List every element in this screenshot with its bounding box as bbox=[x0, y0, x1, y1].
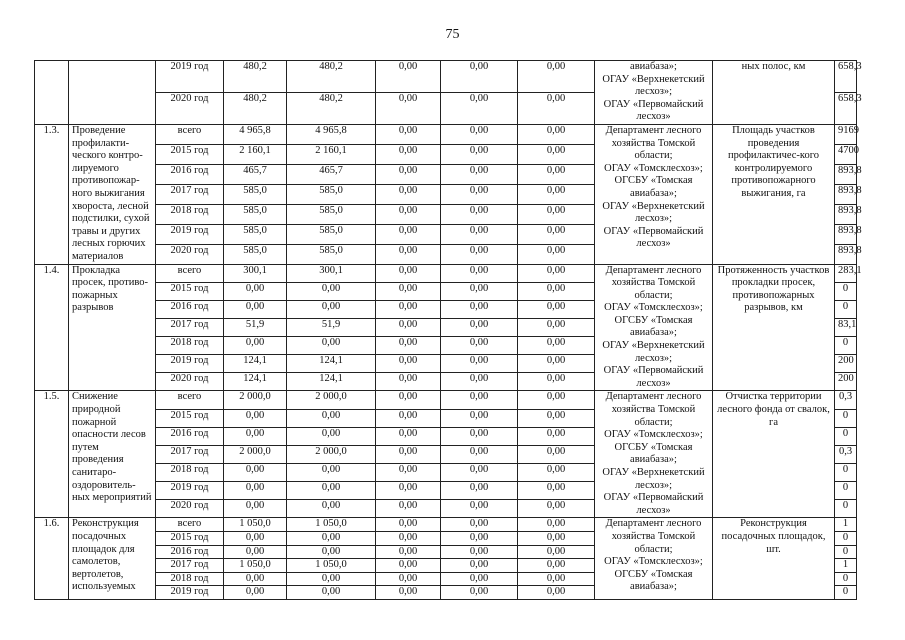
total-cell: 124,1 bbox=[224, 355, 287, 373]
federal-budget-cell: 0,00 bbox=[376, 427, 441, 445]
federal-budget-cell: 0,00 bbox=[376, 531, 441, 545]
extrabudget-cell: 0,00 bbox=[518, 373, 595, 391]
indicator-value-cell: 893,8 bbox=[835, 164, 857, 184]
executors-cell-line: Департамент лесного хозяйства Томской области; bbox=[605, 391, 702, 428]
table-row bbox=[35, 124, 857, 144]
indicator-value-cell: 0 bbox=[835, 463, 857, 481]
federal-budget-cell: 0,00 bbox=[376, 282, 441, 300]
extrabudget-cell: 0,00 bbox=[518, 184, 595, 204]
local-budget-cell: 0,00 bbox=[441, 391, 518, 409]
executors-cell-line: ОГСБУ «Томская авиабаза»; bbox=[614, 175, 693, 199]
table-body bbox=[35, 61, 862, 600]
federal-budget-cell: 0,00 bbox=[376, 244, 441, 264]
regional-budget-cell: 0,00 bbox=[287, 463, 376, 481]
local-budget-cell: 0,00 bbox=[441, 531, 518, 545]
regional-budget-cell: 1 050,0 bbox=[287, 518, 376, 532]
extrabudget-cell: 0,00 bbox=[518, 337, 595, 355]
total-cell: 1 050,0 bbox=[224, 518, 287, 532]
executors-cell-line: ОГСБУ «Томская авиабаза»; bbox=[614, 441, 693, 466]
period-cell: 2016 год bbox=[156, 427, 224, 445]
total-cell: 0,00 bbox=[224, 531, 287, 545]
federal-budget-cell: 0,00 bbox=[376, 545, 441, 559]
executors-cell-line: ОГАУ «Томсклесхоз»; bbox=[604, 556, 703, 568]
regional-budget-cell: 0,00 bbox=[287, 586, 376, 600]
local-budget-cell: 0,00 bbox=[441, 482, 518, 500]
local-budget-cell: 0,00 bbox=[441, 124, 518, 144]
total-cell: 0,00 bbox=[224, 337, 287, 355]
indicator-value-cell: 0 bbox=[835, 300, 857, 318]
extrabudget-cell: 0,00 bbox=[518, 545, 595, 559]
total-cell: 480,2 bbox=[224, 61, 287, 93]
extrabudget-cell: 0,00 bbox=[518, 409, 595, 427]
federal-budget-cell: 0,00 bbox=[376, 164, 441, 184]
executors-cell bbox=[595, 518, 713, 600]
page-number: 75 bbox=[445, 27, 460, 42]
total-cell: 2 000,0 bbox=[224, 391, 287, 409]
regional-budget-cell: 0,00 bbox=[287, 572, 376, 586]
federal-budget-cell: 0,00 bbox=[376, 445, 441, 463]
executors-cell bbox=[595, 264, 713, 391]
federal-budget-cell: 0,00 bbox=[376, 559, 441, 573]
federal-budget-cell: 0,00 bbox=[376, 92, 441, 124]
item-number-cell: 1.5. bbox=[35, 391, 69, 518]
executors-cell-line: ОГАУ «Первомайский лесхоз» bbox=[603, 492, 704, 516]
executors-cell-line: ОГАУ «Томсклесхоз»; bbox=[604, 429, 703, 441]
federal-budget-cell: 0,00 bbox=[376, 482, 441, 500]
regional-budget-cell: 0,00 bbox=[287, 500, 376, 518]
regional-budget-cell: 585,0 bbox=[287, 204, 376, 224]
local-budget-cell: 0,00 bbox=[441, 204, 518, 224]
extrabudget-cell: 0,00 bbox=[518, 244, 595, 264]
local-budget-cell: 0,00 bbox=[441, 144, 518, 164]
extrabudget-cell: 0,00 bbox=[518, 300, 595, 318]
period-cell: 2018 год bbox=[156, 204, 224, 224]
extrabudget-cell: 0,00 bbox=[518, 427, 595, 445]
total-cell: 0,00 bbox=[224, 282, 287, 300]
extrabudget-cell: 0,00 bbox=[518, 445, 595, 463]
regional-budget-cell: 0,00 bbox=[287, 482, 376, 500]
executors-cell bbox=[595, 61, 713, 125]
executors-cell-line: Департамент лесного хозяйства Томской области; bbox=[605, 264, 702, 301]
regional-budget-cell: 0,00 bbox=[287, 300, 376, 318]
indicator-value-cell: 200 bbox=[835, 373, 857, 391]
local-budget-cell: 0,00 bbox=[441, 264, 518, 282]
indicator-value-cell: 0,3 bbox=[835, 445, 857, 463]
extrabudget-cell: 0,00 bbox=[518, 144, 595, 164]
extrabudget-cell: 0,00 bbox=[518, 224, 595, 244]
federal-budget-cell: 0,00 bbox=[376, 463, 441, 481]
indicator-name-cell: Реконструкция посадочных площадок, шт. bbox=[713, 518, 835, 600]
regional-budget-cell: 585,0 bbox=[287, 244, 376, 264]
indicator-name-cell: Отчистка территории лесного фонда от свалок, га bbox=[713, 391, 835, 518]
executors-cell-line: ОГАУ «Верхнекетский лесхоз»; bbox=[602, 467, 705, 491]
indicator-value-cell: 9169 bbox=[835, 124, 857, 144]
federal-budget-cell: 0,00 bbox=[376, 500, 441, 518]
item-number-cell: 1.3. bbox=[35, 124, 69, 264]
indicator-value-cell: 893,8 bbox=[835, 184, 857, 204]
extrabudget-cell: 0,00 bbox=[518, 500, 595, 518]
total-cell: 0,00 bbox=[224, 409, 287, 427]
total-cell: 2 000,0 bbox=[224, 445, 287, 463]
indicator-value-cell: 283,1 bbox=[835, 264, 857, 282]
regional-budget-cell: 2 000,0 bbox=[287, 391, 376, 409]
regional-budget-cell: 0,00 bbox=[287, 337, 376, 355]
regional-budget-cell: 480,2 bbox=[287, 61, 376, 93]
period-cell: 2018 год bbox=[156, 337, 224, 355]
item-number-cell: 1.4. bbox=[35, 264, 69, 391]
period-cell: 2020 год bbox=[156, 373, 224, 391]
regional-budget-cell: 0,00 bbox=[287, 409, 376, 427]
total-cell: 2 160,1 bbox=[224, 144, 287, 164]
extrabudget-cell: 0,00 bbox=[518, 61, 595, 93]
period-cell: 2019 год bbox=[156, 61, 224, 93]
period-cell: 2016 год bbox=[156, 545, 224, 559]
local-budget-cell: 0,00 bbox=[441, 463, 518, 481]
federal-budget-cell: 0,00 bbox=[376, 124, 441, 144]
total-cell: 585,0 bbox=[224, 184, 287, 204]
executors-cell-line: ОГАУ «Первомайский лесхоз» bbox=[603, 365, 704, 389]
total-cell: 0,00 bbox=[224, 300, 287, 318]
total-cell: 51,9 bbox=[224, 318, 287, 336]
federal-budget-cell: 0,00 bbox=[376, 61, 441, 93]
extrabudget-cell: 0,00 bbox=[518, 92, 595, 124]
extrabudget-cell: 0,00 bbox=[518, 463, 595, 481]
regional-budget-cell: 300,1 bbox=[287, 264, 376, 282]
total-cell: 0,00 bbox=[224, 500, 287, 518]
extrabudget-cell: 0,00 bbox=[518, 559, 595, 573]
measure-name-cell bbox=[69, 61, 156, 125]
extrabudget-cell: 0,00 bbox=[518, 391, 595, 409]
extrabudget-cell: 0,00 bbox=[518, 264, 595, 282]
regional-budget-cell: 0,00 bbox=[287, 531, 376, 545]
federal-budget-cell: 0,00 bbox=[376, 264, 441, 282]
local-budget-cell: 0,00 bbox=[441, 518, 518, 532]
indicator-name-cell: Протяженность участков прокладки просек, противопожарных разрывов, км bbox=[713, 264, 835, 391]
regional-budget-cell: 124,1 bbox=[287, 355, 376, 373]
executors-cell-line: ОГАУ «Верхнекетский лесхоз»; bbox=[602, 200, 705, 225]
federal-budget-cell: 0,00 bbox=[376, 373, 441, 391]
regional-budget-cell: 585,0 bbox=[287, 184, 376, 204]
executors-cell-line: ОГАУ «Томсклесхоз»; bbox=[604, 302, 703, 314]
regional-budget-cell: 0,00 bbox=[287, 427, 376, 445]
total-cell: 0,00 bbox=[224, 572, 287, 586]
period-cell: 2020 год bbox=[156, 92, 224, 124]
regional-budget-cell: 2 000,0 bbox=[287, 445, 376, 463]
period-cell: 2018 год bbox=[156, 572, 224, 586]
table-row bbox=[35, 61, 857, 93]
period-cell: 2015 год bbox=[156, 282, 224, 300]
extrabudget-cell: 0,00 bbox=[518, 318, 595, 336]
regional-budget-cell: 585,0 bbox=[287, 224, 376, 244]
indicator-value-cell: 893,8 bbox=[835, 244, 857, 264]
total-cell: 4 965,8 bbox=[224, 124, 287, 144]
executors-cell-line: ОГАУ «Первомайский лесхоз» bbox=[603, 225, 704, 250]
indicator-value-cell: 658,3 bbox=[835, 61, 857, 93]
local-budget-cell: 0,00 bbox=[441, 337, 518, 355]
period-cell: 2015 год bbox=[156, 409, 224, 427]
indicator-value-cell: 1 bbox=[835, 518, 857, 532]
program-table bbox=[34, 60, 862, 600]
period-cell: всего bbox=[156, 391, 224, 409]
extrabudget-cell: 0,00 bbox=[518, 124, 595, 144]
measure-name-cell: Проведение профилакти-ческого контро-лируемого противопожар-ного выжигания хвороста, лесной подстилки, сухой травы и других лесных горючих материалов bbox=[69, 124, 156, 264]
regional-budget-cell: 2 160,1 bbox=[287, 144, 376, 164]
indicator-value-cell: 893,8 bbox=[835, 224, 857, 244]
federal-budget-cell: 0,00 bbox=[376, 318, 441, 336]
federal-budget-cell: 0,00 bbox=[376, 144, 441, 164]
federal-budget-cell: 0,00 bbox=[376, 518, 441, 532]
extrabudget-cell: 0,00 bbox=[518, 355, 595, 373]
executors-cell-line: ОГСБУ «Томская авиабаза»; bbox=[614, 568, 693, 593]
local-budget-cell: 0,00 bbox=[441, 224, 518, 244]
executors-cell bbox=[595, 124, 713, 264]
item-number-cell: 1.6. bbox=[35, 518, 69, 600]
executors-cell-line: Департамент лесного хозяйства Томской области; bbox=[605, 124, 702, 162]
regional-budget-cell: 51,9 bbox=[287, 318, 376, 336]
indicator-value-cell: 4700 bbox=[835, 144, 857, 164]
period-cell: всего bbox=[156, 264, 224, 282]
extrabudget-cell: 0,00 bbox=[518, 572, 595, 586]
extrabudget-cell: 0,00 bbox=[518, 531, 595, 545]
period-cell: 2019 год bbox=[156, 482, 224, 500]
executors-cell-line: авиабаза»; bbox=[630, 61, 677, 72]
indicator-name-cell: ных полос, км bbox=[713, 61, 835, 125]
executors-cell-line: ОГСБУ «Томская авиабаза»; bbox=[614, 314, 693, 339]
local-budget-cell: 0,00 bbox=[441, 373, 518, 391]
local-budget-cell: 0,00 bbox=[441, 61, 518, 93]
period-cell: 2017 год bbox=[156, 184, 224, 204]
local-budget-cell: 0,00 bbox=[441, 559, 518, 573]
indicator-value-cell: 0 bbox=[835, 427, 857, 445]
local-budget-cell: 0,00 bbox=[441, 427, 518, 445]
regional-budget-cell: 1 050,0 bbox=[287, 559, 376, 573]
item-number-cell bbox=[35, 61, 69, 125]
table-row bbox=[35, 391, 857, 409]
local-budget-cell: 0,00 bbox=[441, 500, 518, 518]
regional-budget-cell: 465,7 bbox=[287, 164, 376, 184]
federal-budget-cell: 0,00 bbox=[376, 409, 441, 427]
local-budget-cell: 0,00 bbox=[441, 355, 518, 373]
executors-cell-line: ОГАУ «Первомайский лесхоз» bbox=[603, 98, 704, 123]
period-cell: 2016 год bbox=[156, 164, 224, 184]
period-cell: 2017 год bbox=[156, 318, 224, 336]
local-budget-cell: 0,00 bbox=[441, 545, 518, 559]
executors-cell-line: ОГАУ «Верхнекетский лесхоз»; bbox=[602, 340, 705, 364]
period-cell: 2015 год bbox=[156, 144, 224, 164]
measure-name-cell: Реконструкция посадочных площадок для самолетов, вертолетов, используемых bbox=[69, 518, 156, 600]
measure-name-cell: Снижение природной пожарной опасности лесов путем проведения санитаро-оздоровитель-ных мероприятий bbox=[69, 391, 156, 518]
local-budget-cell: 0,00 bbox=[441, 445, 518, 463]
indicator-value-cell: 0,3 bbox=[835, 391, 857, 409]
executors-cell-line: ОГАУ «Верхнекетский лесхоз»; bbox=[602, 73, 705, 98]
total-cell: 0,00 bbox=[224, 482, 287, 500]
regional-budget-cell: 480,2 bbox=[287, 92, 376, 124]
local-budget-cell: 0,00 bbox=[441, 586, 518, 600]
period-cell: 2020 год bbox=[156, 244, 224, 264]
period-cell: 2016 год bbox=[156, 300, 224, 318]
local-budget-cell: 0,00 bbox=[441, 92, 518, 124]
total-cell: 465,7 bbox=[224, 164, 287, 184]
total-cell: 585,0 bbox=[224, 244, 287, 264]
regional-budget-cell: 0,00 bbox=[287, 545, 376, 559]
indicator-value-cell: 0 bbox=[835, 531, 857, 545]
local-budget-cell: 0,00 bbox=[441, 409, 518, 427]
table-row bbox=[35, 264, 857, 282]
federal-budget-cell: 0,00 bbox=[376, 572, 441, 586]
total-cell: 0,00 bbox=[224, 427, 287, 445]
federal-budget-cell: 0,00 bbox=[376, 355, 441, 373]
extrabudget-cell: 0,00 bbox=[518, 282, 595, 300]
indicator-value-cell: 893,8 bbox=[835, 204, 857, 224]
period-cell: 2015 год bbox=[156, 531, 224, 545]
period-cell: 2018 год bbox=[156, 463, 224, 481]
regional-budget-cell: 0,00 bbox=[287, 282, 376, 300]
total-cell: 480,2 bbox=[224, 92, 287, 124]
indicator-value-cell: 0 bbox=[835, 545, 857, 559]
regional-budget-cell: 124,1 bbox=[287, 373, 376, 391]
indicator-value-cell: 0 bbox=[835, 482, 857, 500]
period-cell: 2019 год bbox=[156, 355, 224, 373]
local-budget-cell: 0,00 bbox=[441, 164, 518, 184]
period-cell: 2020 год bbox=[156, 500, 224, 518]
indicator-value-cell: 0 bbox=[835, 572, 857, 586]
extrabudget-cell: 0,00 bbox=[518, 164, 595, 184]
federal-budget-cell: 0,00 bbox=[376, 391, 441, 409]
period-cell: всего bbox=[156, 518, 224, 532]
total-cell: 0,00 bbox=[224, 463, 287, 481]
local-budget-cell: 0,00 bbox=[441, 300, 518, 318]
executors-cell bbox=[595, 391, 713, 518]
period-cell: 2019 год bbox=[156, 224, 224, 244]
local-budget-cell: 0,00 bbox=[441, 244, 518, 264]
extrabudget-cell: 0,00 bbox=[518, 518, 595, 532]
total-cell: 585,0 bbox=[224, 224, 287, 244]
federal-budget-cell: 0,00 bbox=[376, 184, 441, 204]
period-cell: 2017 год bbox=[156, 445, 224, 463]
extrabudget-cell: 0,00 bbox=[518, 482, 595, 500]
total-cell: 124,1 bbox=[224, 373, 287, 391]
table-row bbox=[35, 518, 857, 532]
indicator-value-cell: 0 bbox=[835, 337, 857, 355]
total-cell: 0,00 bbox=[224, 545, 287, 559]
federal-budget-cell: 0,00 bbox=[376, 224, 441, 244]
extrabudget-cell: 0,00 bbox=[518, 586, 595, 600]
total-cell: 300,1 bbox=[224, 264, 287, 282]
total-cell: 1 050,0 bbox=[224, 559, 287, 573]
federal-budget-cell: 0,00 bbox=[376, 204, 441, 224]
executors-cell-line: Департамент лесного хозяйства Томской области; bbox=[605, 518, 702, 555]
federal-budget-cell: 0,00 bbox=[376, 300, 441, 318]
indicator-value-cell: 658,3 bbox=[835, 92, 857, 124]
indicator-value-cell: 0 bbox=[835, 282, 857, 300]
total-cell: 585,0 bbox=[224, 204, 287, 224]
executors-cell-line: ОГАУ «Томсклесхоз»; bbox=[604, 162, 703, 174]
indicator-value-cell: 0 bbox=[835, 409, 857, 427]
local-budget-cell: 0,00 bbox=[441, 184, 518, 204]
indicator-name-cell: Площадь участков проведения профилактичес-кого контролируемого противопожарного выжигания, га bbox=[713, 124, 835, 264]
period-cell: всего bbox=[156, 124, 224, 144]
regional-budget-cell: 4 965,8 bbox=[287, 124, 376, 144]
measure-name-cell: Прокладка просек, противо-пожарных разрывов bbox=[69, 264, 156, 391]
local-budget-cell: 0,00 bbox=[441, 572, 518, 586]
indicator-value-cell: 83,1 bbox=[835, 318, 857, 336]
federal-budget-cell: 0,00 bbox=[376, 337, 441, 355]
indicator-value-cell: 1 bbox=[835, 559, 857, 573]
federal-budget-cell: 0,00 bbox=[376, 586, 441, 600]
local-budget-cell: 0,00 bbox=[441, 282, 518, 300]
local-budget-cell: 0,00 bbox=[441, 318, 518, 336]
period-cell: 2017 год bbox=[156, 559, 224, 573]
total-cell: 0,00 bbox=[224, 586, 287, 600]
extrabudget-cell: 0,00 bbox=[518, 204, 595, 224]
period-cell: 2019 год bbox=[156, 586, 224, 600]
indicator-value-cell: 200 bbox=[835, 355, 857, 373]
indicator-value-cell: 0 bbox=[835, 586, 857, 600]
indicator-value-cell: 0 bbox=[835, 500, 857, 518]
